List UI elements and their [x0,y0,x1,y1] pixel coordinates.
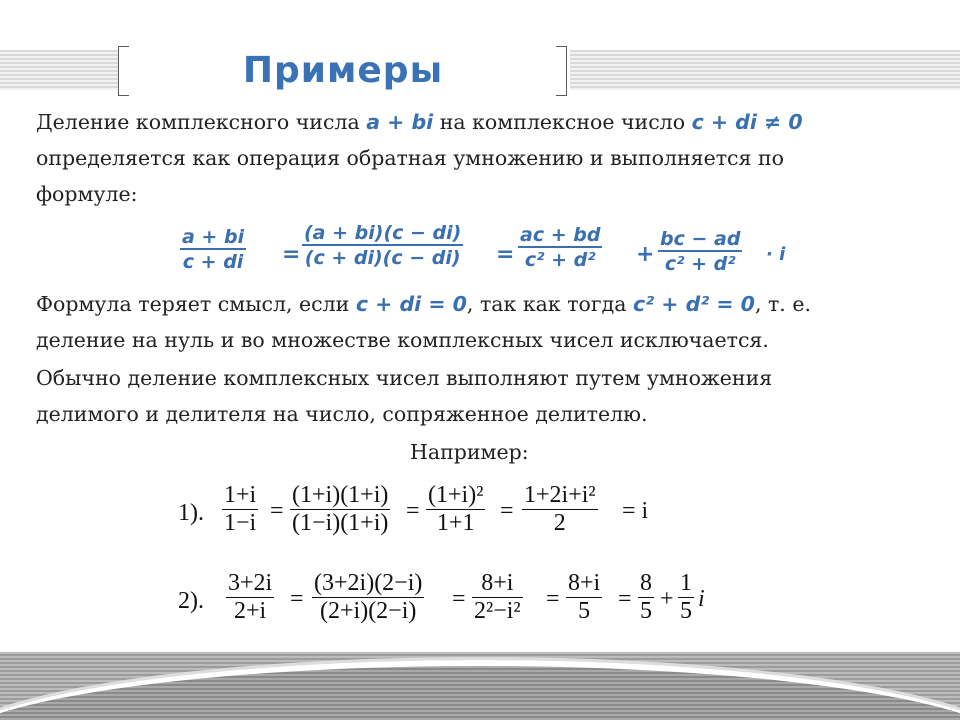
example-2-label: 2). [178,588,204,614]
ex2-frac-1 [226,570,274,625]
formula-frac-1-den: c + di [180,248,246,273]
ex1-frac-4-num: 1+2i+i² [524,482,596,508]
formula-frac-2-den: (c + di)(c − di) [302,244,463,269]
ex2-frac-6 [678,570,694,625]
ex1-frac-3-den: 1+1 [426,509,485,537]
ex1-frac-1-num: 1+i [224,482,257,508]
condition-line-2: деление на нуль и во множестве комплексных чисел исключается. [36,328,769,352]
ex2-frac-1-num: 3+2i [228,570,273,596]
ex2-frac-6-num: 1 [680,570,692,596]
ex1-frac-2-num: (1+i)(1+i) [292,482,389,508]
intro-text-2: на комплексное число [433,110,692,134]
formula-frac-2 [302,222,463,269]
ex2-frac-3-den: 2²−i² [474,598,521,624]
method-paragraph [36,360,926,432]
ex1-frac-4 [522,482,598,537]
formula-frac-4-num: bc − ad [660,228,741,250]
ex2-eq-2: = [452,586,466,612]
ex1-frac-1-den: 1−i [224,510,257,536]
expr-c-di-zero: c + di = 0 [355,292,467,316]
ex2-frac-5-num: 8 [640,570,652,596]
ex2-frac-2-num: (3+2i)(2−i) [314,570,423,596]
ex1-frac-2-den: (1−i)(1+i) [292,510,389,536]
ex1-frac-2 [290,482,390,537]
ex1-frac-1 [222,482,258,537]
intro-text-1: Деление комплексного числа [36,110,367,134]
ex1-frac-3-num: (1+i)² [428,482,484,508]
ex2-frac-3 [472,570,523,625]
intro-line-3: формуле: [36,182,138,206]
ex2-plus: + [660,586,674,612]
examples-heading: Например: [410,440,529,464]
ex2-frac-3-num: 8+i [481,570,514,596]
ex1-eq-2: = [406,498,420,524]
formula-plus: + [636,242,655,267]
ex2-eq-4: = [618,586,632,612]
ex2-frac-2-den: (2+i)(2−i) [312,597,424,625]
header-stripe-left [0,50,118,90]
expr-c2-d2-zero: c² + d² = 0 [632,292,755,316]
ex2-frac-5 [638,570,654,625]
ex1-frac-3 [426,482,485,537]
ex2-eq-1: = [290,586,304,612]
condition-paragraph [36,286,926,358]
intro-line-1 [36,104,926,140]
formula-frac-1-num: a + bi [182,226,245,248]
ex2-frac-5-den: 5 [640,598,652,624]
intro-line-2: определяется как операция обратная умножению и выполняется по [36,146,784,170]
ex2-frac-1-den: 2+i [226,597,274,625]
ex2-tail-i: i [698,586,705,612]
ex2-frac-4-den: 5 [566,597,602,625]
ex2-eq-3: = [546,586,560,612]
slide-title: Примеры [242,50,444,91]
formula-frac-3 [518,224,602,271]
formula-frac-3-num: ac + bd [520,224,601,246]
header-stripe-right [570,50,960,90]
ex1-result: = i [622,498,649,524]
example-1-label: 1). [178,500,204,526]
ex2-frac-2 [312,570,424,625]
condition-text-2: , так как тогда [466,292,633,316]
condition-text-3: , т. е. [754,292,811,316]
intro-paragraph [36,104,926,212]
ex1-frac-4-den: 2 [522,509,598,537]
ex2-frac-4 [566,570,602,625]
ex2-frac-6-den: 5 [680,598,692,624]
formula-frac-4-den: c² + d² [658,250,742,275]
method-line-1: Обычно деление комплексных чисел выполняют путем умножения [36,366,773,390]
method-line-2: делимого и делителя на число, сопряженное делителю. [36,402,648,426]
expr-a-bi: a + bi [366,110,434,134]
condition-text-1: Формула теряет смысл, если [36,292,356,316]
formula-frac-4 [658,228,742,275]
formula-equals-2: = [496,242,515,267]
formula-equals-1: = [282,242,301,267]
formula-frac-1 [180,226,246,273]
title-bracket-left [118,46,129,96]
formula-frac-3-den: c² + d² [518,246,602,271]
formula-frac-2-num: (a + bi)(c − di) [304,222,462,244]
ex1-eq-3: = [500,498,514,524]
ex2-frac-4-num: 8+i [568,570,601,596]
ex1-eq-1: = [270,498,284,524]
expr-c-di-nonzero: c + di ≠ 0 [691,110,803,134]
formula-times-i: · i [766,244,786,265]
title-bracket-right [556,46,567,96]
condition-line-1 [36,286,926,322]
